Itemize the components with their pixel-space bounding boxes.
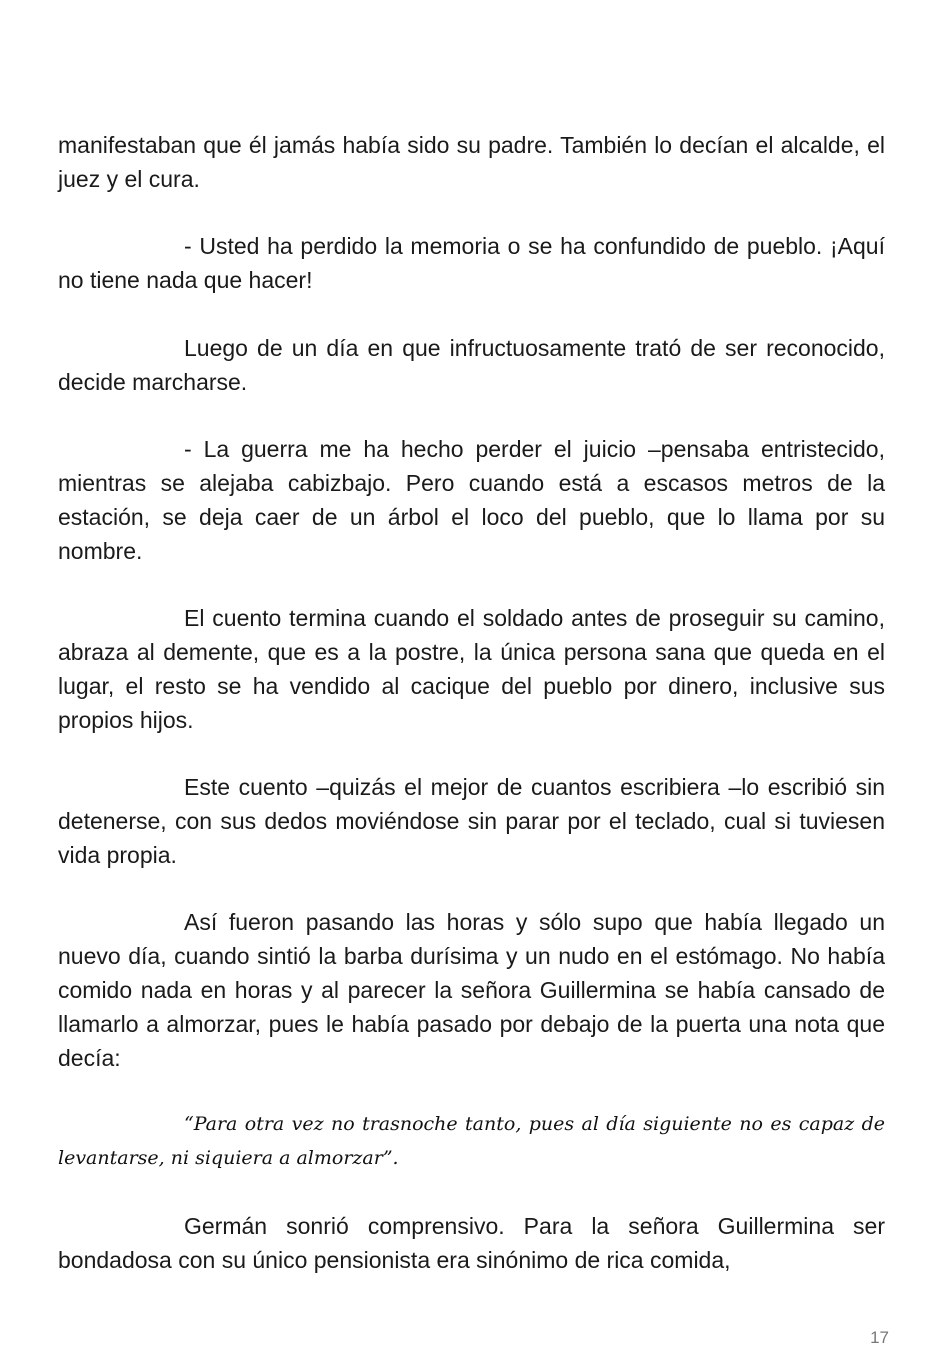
paragraph-8: Germán sonrió comprensivo. Para la señora Guillermina ser bondadosa con su único pensionista era sinónimo de rica comida, [58, 1213, 885, 1273]
paragraph-4: - La guerra me ha hecho perder el juicio –pensaba entristecido, mientras se alejaba cabizbajo. Pero cuando está a escasos metros de la estación, se deja caer de un árbol el loco del pueblo, que lo llama por su nombre. [58, 436, 885, 564]
paragraph-1: manifestaban que él jamás había sido su padre. También lo decían el alcalde, el juez y el cura. [58, 132, 885, 192]
paragraph-2: - Usted ha perdido la memoria o se ha confundido de pueblo. ¡Aquí no tiene nada que hacer! [58, 233, 885, 293]
paragraph-3: Luego de un día en que infructuosamente trató de ser reconocido, decide marcharse. [58, 335, 885, 395]
paragraph-7: Así fueron pasando las horas y sólo supo que había llegado un nuevo día, cuando sintió la barba durísima y un nudo en el estómago. No había comido nada en horas y al parecer la señora Guillermina se había cansado de llamarlo a almorzar, pues le había pasado por debajo de la puerta una nota que decía: [58, 909, 885, 1071]
paragraph-6: Este cuento –quizás el mejor de cuantos escribiera –lo escribió sin detenerse, con sus dedos moviéndose sin parar por el teclado, cual si tuviesen vida propia. [58, 774, 885, 868]
handwritten-note-quote: “Para otra vez no trasnoche tanto, pues al día siguiente no es capaz de levantarse, ni siquiera a almorzar”. [58, 1113, 885, 1169]
paragraph-5: El cuento termina cuando el soldado antes de proseguir su camino, abraza al demente, que es a la postre, la única persona sana que queda en el lugar, el resto se ha vendido al cacique del pueblo por dinero, inclusive sus propios hijos. [58, 605, 885, 733]
page-number: 17 [870, 1328, 889, 1347]
